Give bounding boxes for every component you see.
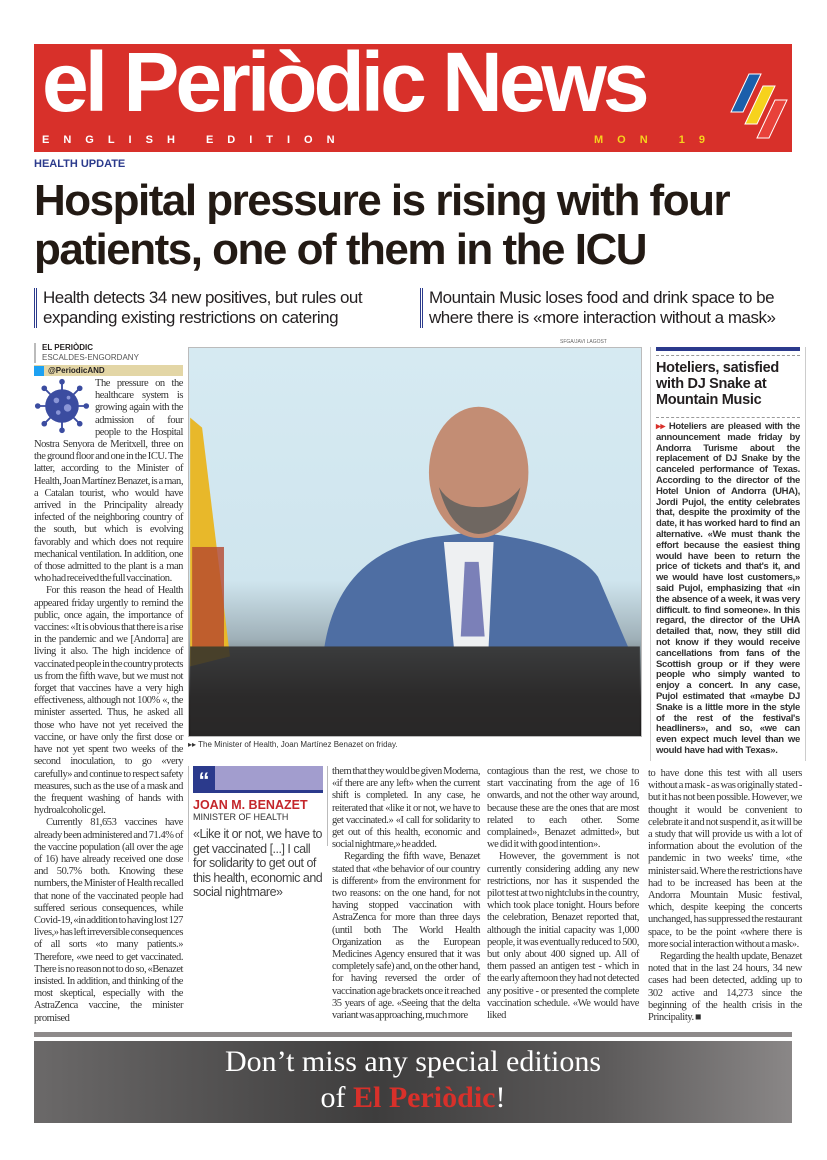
article-paragraph: them that they would be given Moderna, «if there are any left» when the current shift is completed. In any case, he reiterated that «like it or not, we have to get vaccinated.» «I call for solidarity to get out of this health, economic and social nightmare,» he added. (332, 766, 480, 851)
promo-prefix: of (320, 1081, 353, 1114)
article-paragraph: For this reason the head of Health appeared friday urgently to remind the public, once again, the importance of vaccines: «It is obvious that there is a rise in the pandemic and we [Andorra] are living it also. The high incidence of vaccinated people in the country protects us from the fifth wave, but we must not forget that vaccines have a very high effectiveness, although not 100% «, the minister asserted. Thus, he asked all those who have not yet received the vaccine, or have only the first dose or have not yet spent two weeks of the second inoculation, to go «very carefully» and continue to respect safety measures, such as the use of a mask and the frequent washing of hands with hydroalcoholic gel. (34, 585, 183, 817)
minister-portrait-image (189, 348, 641, 736)
sidebar-text: Hoteliers are pleased with the announcement made friday by Andorra Turisme about the replacement of DJ Snake by the canceled performance of Texas. According to the director of the Hotel Union of Andorra (UHA), Jordi Pujol, the entity celebrates that, despite the proximity of the date, it has worked hard to find an alternative. «We must thank the effort because the easiest thing would have been to return the price of tickets and that's it, and we would have lost customers,» said Pujol, emphasizing that «in the absence of a week, it was very difficult. to find someone». In this regard, the director of the UHA detailed that, now, they still did not know if they would receive cancellations from fans of the Scottish group or if they were people who simply wanted to enjoy a concert. In any case, Pujol estimated that «maybe DJ Snake is a little more in the style of the rest of the festival's headliners», and so, «we can even expect much level than we would have had with Texas». (656, 421, 800, 756)
sidebar-story (650, 347, 806, 761)
article-paragraph: to have done this test with all users without a mask - as was originally stated - but it has not been possible. However, we thought it would be convenient to celebrate it and not suspend it, as it will be a study that will provide us with a lot of information about the evolution of the pandemic in two weeks' time, «the minister said. Where the restrictions have had to be increased has been at the Andorra Mountain Music festival, which, despite keeping the concerts unchanged, has suppressed the restaurant space, to be the point «where there is more social interaction without a mask». (648, 768, 802, 950)
byline (34, 343, 183, 376)
article-column-4 (648, 768, 802, 1024)
headline: Hospital pressure is rising with four patients, one of them in the ICU (34, 176, 730, 274)
sidebar-headline: Hoteliers, satisfied with DJ Snake at Mountain Music (656, 360, 779, 408)
article-paragraph: Currently 81,653 vaccines have already been administered and 71.4% of the vaccine population (all over the age of 16) have already received one dose and 50.7% both. Knowing these numbers, the Minister of Health recalled that none of the vaccinated people had suffered serious consequences, while Covid-19, «in addition to having lost 127 lives,» has left irreversible consequences of all sorts «to many patients.» Therefore, «we need to get vaccinated. There is no reason not to do so, «Benazet insisted. In addition, and thinking of the most skeptical, especially with the AstraZenca vaccine, the minister promised (34, 817, 183, 1024)
twitter-handle-link[interactable] (34, 365, 183, 376)
promo-suffix: ! (495, 1081, 506, 1114)
minister-photo (188, 347, 642, 737)
promo-line-2 (34, 1080, 792, 1116)
subheadline: Health detects 34 new positives, but rules out expanding existing restrictions on catering (34, 288, 415, 328)
pull-quote (193, 766, 323, 900)
edition-label: ENGLISH EDITION (42, 134, 349, 146)
photo-credit: SFGA/JAVI LAGOST (560, 339, 607, 345)
twitter-handle: @PeriodicAND (48, 366, 105, 375)
promo-line-1: Don’t miss any special editions (224, 1045, 602, 1078)
arrow-icon: ▸▸ (656, 421, 665, 432)
sidebar-top-bar (656, 347, 800, 351)
article-paragraph: Regarding the health update, Benazet noted that in the last 24 hours, 34 new cases had been detected, adding up to 302 active and 14,273 since the beginning of the health crisis in the Principality. ■ (648, 951, 802, 1024)
byline-location: ESCALDES-ENGORDANY (34, 353, 183, 363)
section-tag: HEALTH UPDATE (34, 158, 126, 170)
byline-author: EL PERIÒDIC (34, 343, 183, 353)
article-column-3 (487, 766, 639, 1022)
column-divider (327, 766, 328, 846)
twitter-icon (34, 366, 44, 376)
caption-arrow-icon: ▸▸ (188, 740, 197, 749)
sidebar-body (654, 418, 802, 757)
quote-speaker-role: MINISTER OF HEALTH (193, 812, 289, 822)
masthead (34, 44, 792, 152)
quote-speaker-name: JOAN M. BENAZET (193, 798, 308, 812)
article-column-1 (34, 378, 183, 1025)
quote-text: «Like it or not, we have to get vaccinated [...] I call for solidarity to get out of this health, economic and social nightmare» (193, 827, 323, 899)
masthead-title: el Periòdic News (42, 44, 646, 129)
flag-stripes-logo-icon (729, 72, 789, 142)
photo-caption (188, 740, 640, 750)
subheadline: Mountain Music loses food and drink space to be where there is «more interaction without a mask» (420, 288, 807, 328)
promo-banner[interactable] (34, 1041, 792, 1123)
article-paragraph: contagious than the rest, we chose to start vaccinating from the age of 16 onwards, and not the other way around, because these are the ones that are most related to each other. Some complained», Benazet admitted», but we did it with good intention». (487, 766, 639, 851)
quote-mark-icon: “ (193, 766, 215, 790)
article-paragraph: Regarding the fifth wave, Benazet stated that «the behavior of our country is different» from the environment for two reasons: on the one hand, for not having stopped vaccination with AstraZenca for more than three days (until both The World Health Organization as the European Medicines Agency ensured that it was completely safe) and, on the other hand, for having reversed the order of vaccination age brackets once it reached 35 years of age. «Seeing that the delta variant was approaching, much more (332, 851, 480, 1022)
column-divider (188, 766, 189, 862)
caption-text: The Minister of Health, Joan Martínez Benazet on friday. (198, 740, 398, 749)
promo-brand: El Periòdic (353, 1081, 496, 1114)
article-column-2 (332, 766, 480, 1022)
article-paragraph: However, the government is not currently considering adding any new restrictions, nor has it suspended the pilot test at two nightclubs in the country, which took place tonight. Hours before the celebration, Benazet reported that, although the initial capacity was 1,000 people, it was eventually reduced to 500, but only about 400 signed up. All of them passed an antigen test - which in the early afternoon they had not detected any positive - or presented the complete vaccination schedule. «We would have liked (487, 851, 639, 1022)
article-paragraph: The pressure on the healthcare system is growing again with the admission of four people to the Hospital Nostra Senyora de Meritxell, three on the ground floor and one in the ICU. The latter, according to the Minister of Health, Joan Martínez Benazet, is a man, a Catalan tourist, who would have arrived in the Principality already infected of the neighboring country of the south, but which is evolving favorably and which does not require mechanical ventilation. In addition, one of those admitted to the plant is a man who had received the full vaccination. (34, 378, 183, 585)
promo-divider (34, 1032, 792, 1037)
issue-date: MON 19 (594, 134, 719, 146)
virus-icon (34, 378, 90, 434)
quote-header-bar (193, 766, 323, 793)
